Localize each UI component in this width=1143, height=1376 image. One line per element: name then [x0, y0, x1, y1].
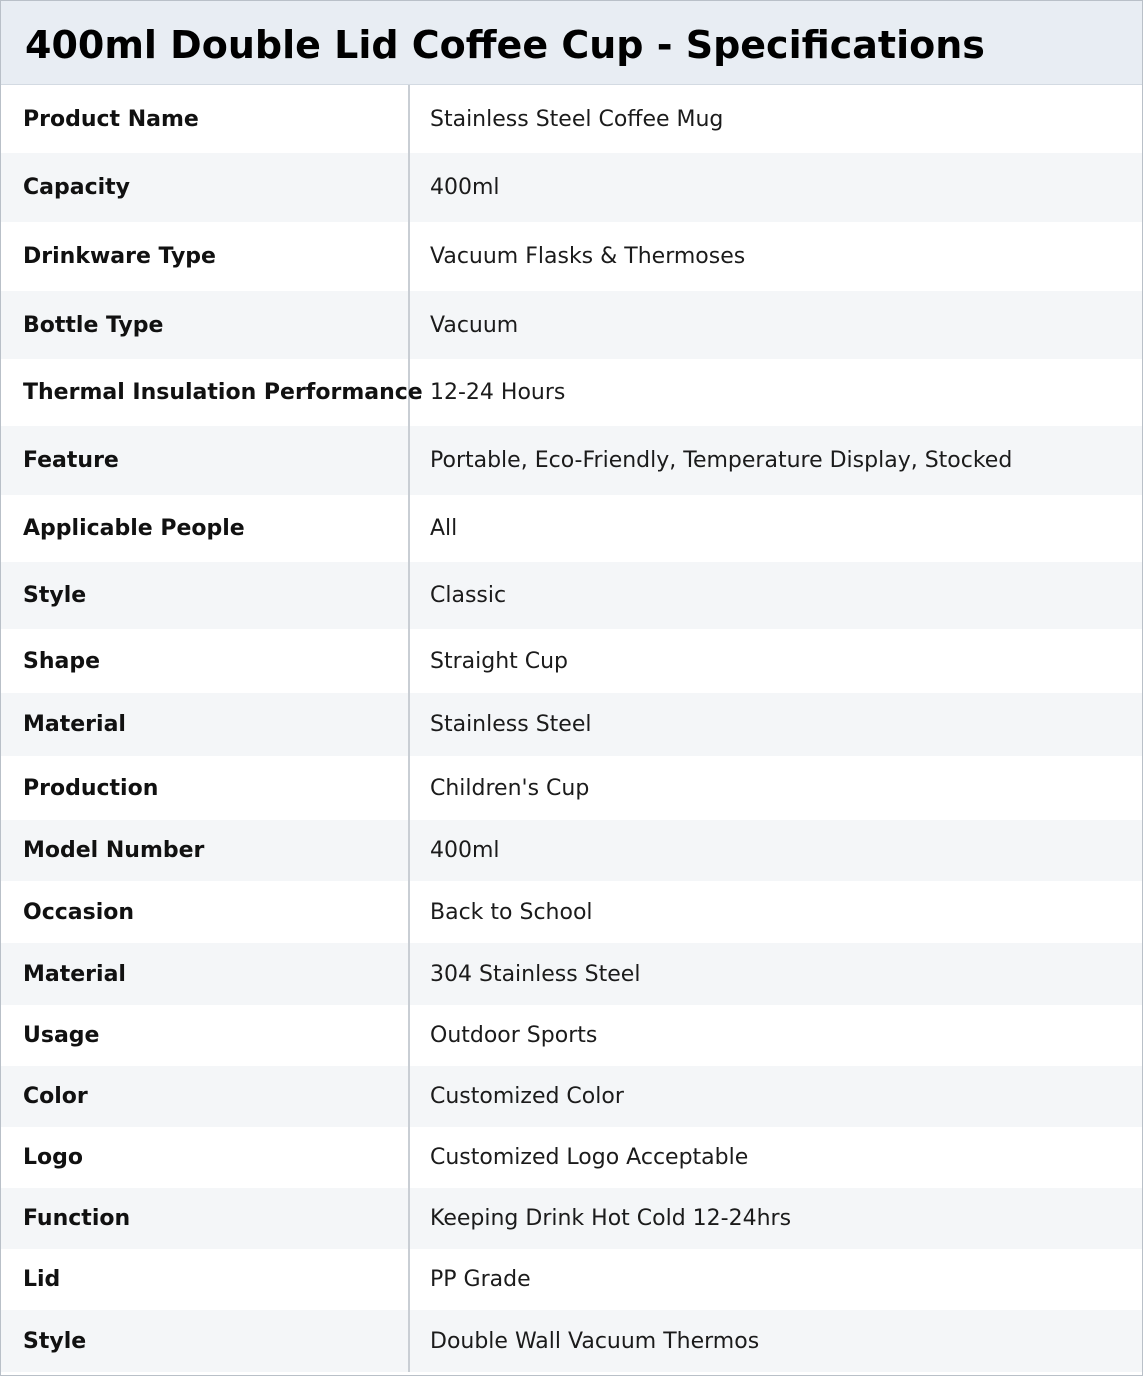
spec-row	[1, 495, 1142, 562]
spec-value: Back to School	[430, 899, 593, 925]
spec-row	[1, 1127, 1142, 1188]
spec-label: Color	[1, 1066, 410, 1127]
spec-label: Thermal Insulation Performance	[1, 359, 410, 426]
spec-value: 12-24 Hours	[430, 380, 566, 405]
spec-value: Stainless Steel	[430, 712, 592, 737]
spec-row	[1, 1310, 1142, 1372]
spec-value: Vacuum Flasks & Thermoses	[430, 244, 746, 269]
spec-label: Function	[1, 1188, 410, 1249]
page-title: 400ml Double Lid Coffee Cup - Specifications	[25, 23, 985, 67]
spec-label: Bottle Type	[1, 291, 410, 359]
spec-row	[1, 562, 1142, 629]
spec-table	[1, 85, 1142, 1373]
spec-value: Children's Cup	[430, 775, 590, 801]
spec-row	[1, 1005, 1142, 1066]
spec-row	[1, 1188, 1142, 1249]
spec-row	[1, 693, 1142, 756]
spec-value: Double Wall Vacuum Thermos	[430, 1328, 760, 1354]
spec-label: Drinkware Type	[1, 222, 410, 291]
spec-label: Model Number	[1, 820, 410, 881]
spec-row	[1, 291, 1142, 359]
spec-value: Keeping Drink Hot Cold 12-24hrs	[430, 1206, 792, 1231]
spec-label: Style	[1, 562, 410, 629]
spec-row	[1, 359, 1142, 426]
spec-value: 400ml	[430, 838, 500, 863]
spec-row	[1, 1249, 1142, 1310]
spec-label: Capacity	[1, 153, 410, 222]
spec-label: Occasion	[1, 881, 410, 943]
spec-label: Production	[1, 756, 410, 820]
spec-row	[1, 881, 1142, 943]
spec-row	[1, 820, 1142, 881]
spec-value: 304 Stainless Steel	[430, 961, 641, 987]
spec-value: Customized Color	[430, 1084, 624, 1109]
spec-row	[1, 943, 1142, 1005]
spec-row	[1, 756, 1142, 820]
spec-label: Material	[1, 943, 410, 1005]
spec-row	[1, 629, 1142, 693]
spec-value: PP Grade	[430, 1267, 531, 1292]
spec-label: Shape	[1, 629, 410, 693]
header	[1, 1, 1142, 85]
spec-label: Applicable People	[1, 495, 410, 562]
spec-value: All	[430, 516, 458, 541]
spec-row	[1, 153, 1142, 222]
spec-row	[1, 1066, 1142, 1127]
spec-label: Logo	[1, 1127, 410, 1188]
spec-value: Customized Logo Acceptable	[430, 1145, 749, 1170]
spec-label: Lid	[1, 1249, 410, 1310]
spec-row	[1, 85, 1142, 153]
spec-row	[1, 222, 1142, 291]
spec-label: Style	[1, 1310, 410, 1372]
spec-label: Feature	[1, 426, 410, 495]
spec-label: Usage	[1, 1005, 410, 1066]
spec-label: Product Name	[1, 85, 410, 153]
spec-value: Stainless Steel Coffee Mug	[430, 106, 724, 132]
spec-value: Classic	[430, 583, 507, 608]
spec-value: Straight Cup	[430, 648, 569, 674]
spec-row	[1, 426, 1142, 495]
spec-value: Vacuum	[430, 312, 519, 338]
spec-value: 400ml	[430, 175, 500, 200]
spec-value: Outdoor Sports	[430, 1023, 598, 1048]
spec-label: Material	[1, 693, 410, 756]
spec-value: Portable, Eco-Friendly, Temperature Display, Stocked	[430, 448, 1013, 473]
